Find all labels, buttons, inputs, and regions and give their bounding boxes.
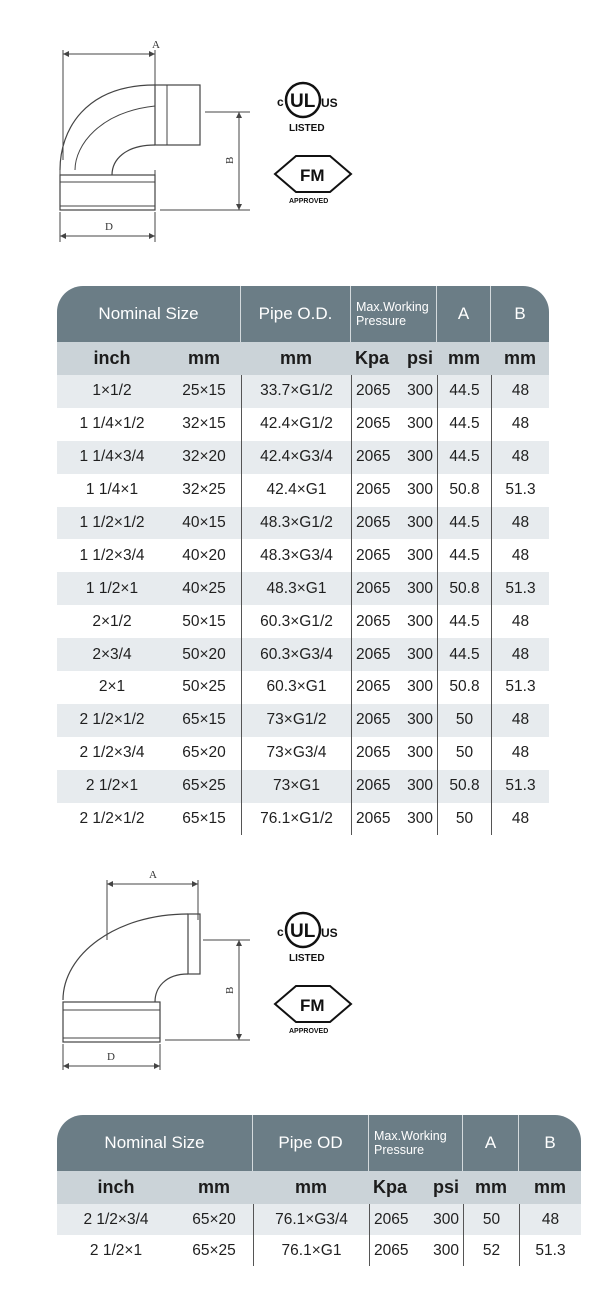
header-a: A — [463, 1115, 519, 1171]
header-pressure: Max.Working Pressure — [369, 1115, 463, 1171]
cell-pipe-od: 73×G1/2 — [241, 704, 351, 737]
cell-b: 51.3 — [491, 770, 549, 803]
unit-row — [57, 342, 549, 375]
table-row — [57, 1235, 581, 1266]
header-b: B — [514, 304, 526, 323]
cell-mm: 65×15 — [182, 810, 226, 828]
svg-text:LISTED: LISTED — [289, 953, 325, 964]
cell-pressure: 2065 300 — [351, 704, 437, 737]
cell-mm: 65×20 — [192, 1210, 236, 1228]
table-row — [57, 375, 549, 408]
header-pipe-od: Pipe O.D. — [241, 286, 351, 342]
cell-pipe-od: 33.7×G1/2 — [241, 375, 351, 408]
svg-text:c: c — [277, 95, 284, 109]
unit-row — [57, 1171, 581, 1204]
cell-inch: 1 1/4×1/2 — [79, 415, 145, 433]
table-row — [57, 572, 549, 605]
header-pipe-od: Pipe OD — [253, 1115, 369, 1171]
cell-pressure: 2065 300 — [351, 507, 437, 540]
cell-inch: 2×3/4 — [92, 645, 132, 663]
dim-a-label: A — [149, 869, 157, 881]
table-row — [57, 704, 549, 737]
unit-pressure: Kpa psi — [355, 348, 433, 368]
cell-b: 51.3 — [519, 1235, 581, 1266]
svg-text:APPROVED: APPROVED — [289, 198, 329, 205]
cell-a: 50.8 — [437, 671, 491, 704]
unit-pipe-mm: mm — [294, 1177, 327, 1197]
cell-pressure: 2065 300 — [351, 375, 437, 408]
svg-text:FM: FM — [300, 166, 325, 185]
cell-mm: 65×15 — [182, 711, 226, 729]
header-a: A — [437, 286, 491, 342]
unit-inch: inch — [93, 348, 131, 368]
svg-text:US: US — [321, 96, 338, 110]
cell-a: 52 — [463, 1235, 519, 1266]
svg-text:US: US — [321, 926, 338, 940]
cell-mm: 50×15 — [182, 612, 226, 630]
cell-b: 51.3 — [491, 474, 549, 507]
cell-a: 44.5 — [437, 375, 491, 408]
cell-mm: 25×15 — [182, 382, 226, 400]
cell-b: 48 — [491, 375, 549, 408]
table-row — [57, 737, 549, 770]
table-row — [57, 507, 549, 540]
header-pressure: Max.Working Pressure — [351, 286, 437, 342]
cell-pipe-od: 73×G1 — [241, 770, 351, 803]
unit-pipe-mm: mm — [279, 348, 312, 368]
dim-a-label: A — [152, 39, 160, 51]
elbow-drawing-1 — [45, 30, 265, 250]
cell-a: 44.5 — [437, 408, 491, 441]
cell-pressure: 2065 300 — [351, 474, 437, 507]
cell-b: 48 — [491, 605, 549, 638]
cell-pressure: 2065 300 — [351, 803, 437, 836]
cell-b: 48 — [491, 803, 549, 836]
table-row — [57, 408, 549, 441]
cell-inch: 2 1/2×1/2 — [79, 810, 145, 828]
cell-pipe-od: 42.4×G1/2 — [241, 408, 351, 441]
table-row — [57, 671, 549, 704]
cell-mm: 32×15 — [182, 415, 226, 433]
cell-inch: 1 1/2×1/2 — [79, 514, 145, 531]
cell-pressure: 2065 300 — [351, 638, 437, 671]
cell-a: 50 — [437, 803, 491, 836]
cell-b: 48 — [491, 441, 549, 474]
cell-a: 50.8 — [437, 474, 491, 507]
cell-mm: 50×20 — [182, 645, 226, 663]
cell-mm: 50×25 — [182, 678, 226, 696]
cell-pipe-od: 60.3×G3/4 — [241, 638, 351, 671]
cell-a: 44.5 — [437, 441, 491, 474]
cell-a: 50.8 — [437, 770, 491, 803]
cell-a: 44.5 — [437, 539, 491, 572]
cell-inch: 1 1/4×1 — [85, 481, 139, 499]
cell-pipe-od: 73×G3/4 — [241, 737, 351, 770]
cell-pipe-od: 42.4×G1 — [241, 474, 351, 507]
cell-pipe-od: 76.1×G1 — [253, 1235, 369, 1266]
cell-a: 44.5 — [437, 507, 491, 540]
unit-inch: inch — [97, 1177, 135, 1197]
cell-a: 50 — [463, 1204, 519, 1235]
cell-b: 48 — [491, 408, 549, 441]
fm-approved-logo — [272, 150, 354, 208]
unit-mm: mm — [197, 1177, 230, 1197]
cell-pressure: 2065 300 — [369, 1235, 463, 1266]
elbow-drawing-2 — [45, 860, 265, 1080]
ul-listed-logo — [273, 905, 353, 965]
unit-b-mm: mm — [533, 1177, 566, 1197]
cell-a: 50 — [437, 737, 491, 770]
dim-d-label: D — [107, 1051, 115, 1063]
cell-pressure: 2065 300 — [351, 671, 437, 704]
cell-pressure: 2065 300 — [351, 408, 437, 441]
unit-mm: mm — [187, 348, 220, 368]
cell-pressure: 2065 300 — [369, 1204, 463, 1235]
cell-pressure: 2065 300 — [351, 572, 437, 605]
cell-inch: 2 1/2×1/2 — [79, 711, 145, 729]
cell-a: 50 — [437, 704, 491, 737]
header-b: B — [544, 1133, 556, 1152]
cell-pressure: 2065 300 — [351, 539, 437, 572]
spec-table-1 — [57, 286, 549, 835]
dim-b-label: B — [224, 156, 236, 164]
cell-inch: 2×1 — [98, 678, 126, 696]
cell-pressure: 2065 300 — [351, 605, 437, 638]
cell-mm: 40×20 — [182, 546, 226, 564]
svg-text:FM: FM — [300, 996, 325, 1015]
cell-b: 51.3 — [491, 572, 549, 605]
cell-b: 48 — [491, 539, 549, 572]
cell-inch: 1 1/4×3/4 — [79, 448, 145, 466]
svg-text:UL: UL — [290, 91, 316, 112]
cell-inch: 2 1/2×3/4 — [79, 744, 145, 762]
cell-inch: 2 1/2×3/4 — [83, 1210, 149, 1228]
svg-text:c: c — [277, 925, 284, 939]
cell-mm: 32×25 — [182, 481, 226, 499]
cell-pipe-od: 42.4×G3/4 — [241, 441, 351, 474]
svg-text:UL: UL — [290, 921, 316, 942]
cell-a: 44.5 — [437, 605, 491, 638]
cell-mm: 40×25 — [182, 579, 226, 597]
cell-inch: 2 1/2×1 — [85, 777, 139, 795]
unit-b-mm: mm — [503, 348, 536, 368]
cell-inch: 2 1/2×1 — [89, 1241, 143, 1259]
cell-pipe-od: 48.3×G1 — [241, 572, 351, 605]
svg-text:LISTED: LISTED — [289, 123, 325, 134]
cell-pressure: 2065 300 — [351, 770, 437, 803]
table-row — [57, 539, 549, 572]
table-header — [57, 1115, 581, 1171]
table-body — [57, 375, 549, 835]
table-row — [57, 770, 549, 803]
cell-pressure: 2065 300 — [351, 441, 437, 474]
unit-a-mm: mm — [474, 1177, 507, 1197]
unit-a-mm: mm — [447, 348, 480, 368]
cell-b: 48 — [491, 507, 549, 540]
table-row — [57, 803, 549, 836]
cell-mm: 65×25 — [182, 777, 226, 795]
cell-a: 50.8 — [437, 572, 491, 605]
dim-d-label: D — [105, 221, 113, 233]
cell-pipe-od: 48.3×G1/2 — [241, 507, 351, 540]
dim-b-label: B — [224, 986, 236, 994]
cell-b: 48 — [491, 638, 549, 671]
cell-b: 48 — [519, 1204, 581, 1235]
table-row — [57, 474, 549, 507]
cell-pipe-od: 76.1×G1/2 — [241, 803, 351, 836]
cell-mm: 65×20 — [182, 744, 226, 762]
cell-a: 44.5 — [437, 638, 491, 671]
cell-b: 48 — [491, 737, 549, 770]
cell-b: 48 — [491, 704, 549, 737]
ul-listed-logo — [273, 75, 353, 135]
table-row — [57, 441, 549, 474]
cell-mm: 32×20 — [182, 448, 226, 466]
cell-pressure: 2065 300 — [351, 737, 437, 770]
cell-mm: 40×15 — [182, 514, 226, 531]
table-row — [57, 1204, 581, 1235]
table-header — [57, 286, 549, 342]
cell-pipe-od: 60.3×G1/2 — [241, 605, 351, 638]
table-body — [57, 1204, 581, 1266]
cell-b: 51.3 — [491, 671, 549, 704]
cell-inch: 2×1/2 — [92, 612, 132, 630]
cell-inch: 1 1/2×1 — [85, 579, 139, 597]
cell-inch: 1×1/2 — [92, 382, 132, 400]
svg-text:APPROVED: APPROVED — [289, 1028, 329, 1035]
fm-approved-logo — [272, 980, 354, 1038]
header-nominal-size: Nominal Size — [57, 1115, 253, 1171]
cell-pipe-od: 60.3×G1 — [241, 671, 351, 704]
cell-inch: 1 1/2×3/4 — [79, 546, 145, 564]
cell-pipe-od: 76.1×G3/4 — [253, 1204, 369, 1235]
cell-mm: 65×25 — [192, 1241, 236, 1259]
unit-pressure: Kpa psi — [373, 1177, 459, 1197]
header-nominal-size: Nominal Size — [57, 286, 241, 342]
spec-table-2 — [57, 1115, 581, 1266]
table-row — [57, 638, 549, 671]
cell-pipe-od: 48.3×G3/4 — [241, 539, 351, 572]
table-row — [57, 605, 549, 638]
